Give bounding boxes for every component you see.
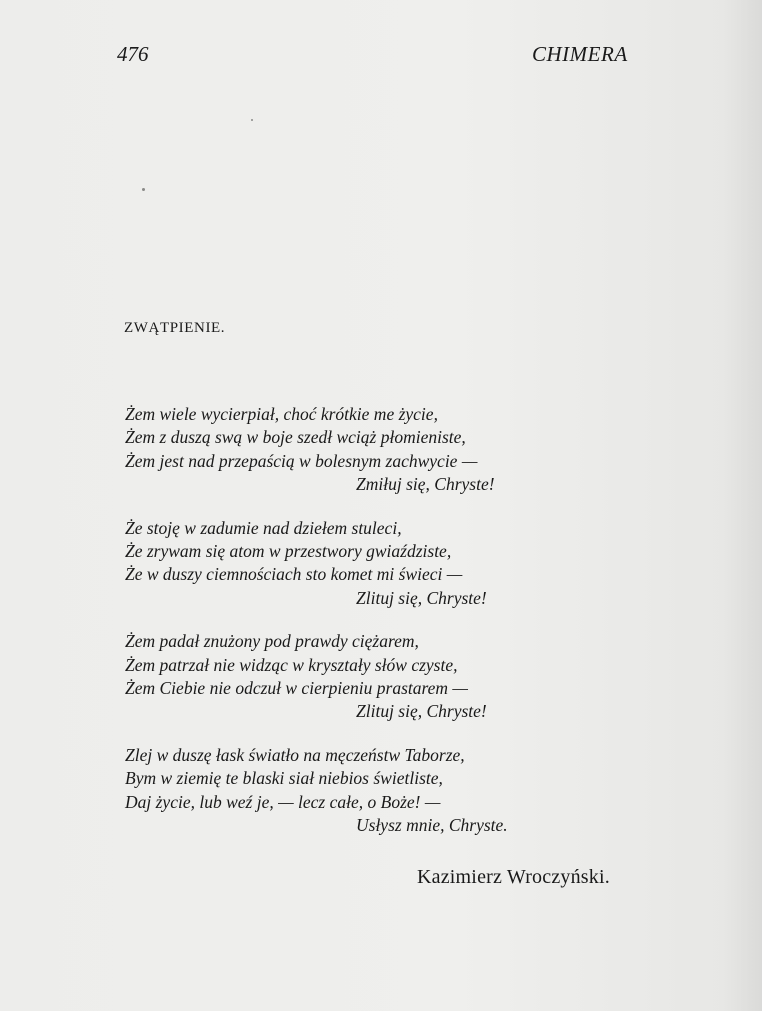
poem-body: [125, 403, 585, 858]
page-edge-shadow: [722, 0, 762, 1011]
paper-speck: [142, 188, 145, 191]
poem-refrain: Zmiłuj się, Chryste!: [356, 474, 495, 495]
poem-refrain: Zlituj się, Chryste!: [356, 587, 487, 608]
poem-line: Żem z duszą swą w boje szedł wciąż płomieniste,: [125, 427, 466, 448]
running-head: CHIMERA: [532, 42, 628, 66]
page-number: 476: [117, 42, 149, 66]
poem-line: Żem jest nad przepaścią w bolesnym zachwycie —: [125, 450, 478, 471]
poem-line: Bym w ziemię te blaski siał niebios świetliste,: [125, 768, 443, 789]
poem-refrain: Zlituj się, Chryste!: [356, 701, 487, 722]
author-signature: Kazimierz Wroczyński.: [417, 866, 610, 888]
poem-line: Żem Ciebie nie odczuł w cierpieniu prastarem —: [125, 678, 468, 699]
stanza-4: [125, 744, 585, 838]
poem-line: Żem patrzał nie widząc w kryształy słów czyste,: [125, 654, 458, 675]
poem-line: Że stoję w zadumie nad dziełem stuleci,: [125, 517, 402, 538]
poem-refrain: Usłysz mnie, Chryste.: [356, 815, 508, 836]
poem-line: Żem wiele wycierpiał, choć krótkie me życie,: [125, 404, 438, 424]
paper-speck: [251, 119, 253, 121]
poem-line: Daj życie, lub weź je, — lecz całe, o Boże! —: [125, 791, 441, 812]
poem-line: Że w duszy ciemnościach sto komet mi świeci —: [125, 564, 463, 585]
poem-line: Żem padał znużony pod prawdy ciężarem,: [125, 631, 419, 652]
poem-line: Zlej w duszę łask światło na męczeństw Taborze,: [125, 744, 465, 765]
stanza-2: [125, 517, 585, 611]
stanza-3: [125, 630, 585, 724]
poem-line: Że zrywam się atom w przestwory gwiaździste,: [125, 541, 452, 562]
poem-title: ZWĄTPIENIE.: [124, 320, 226, 336]
stanza-1: [125, 403, 585, 497]
